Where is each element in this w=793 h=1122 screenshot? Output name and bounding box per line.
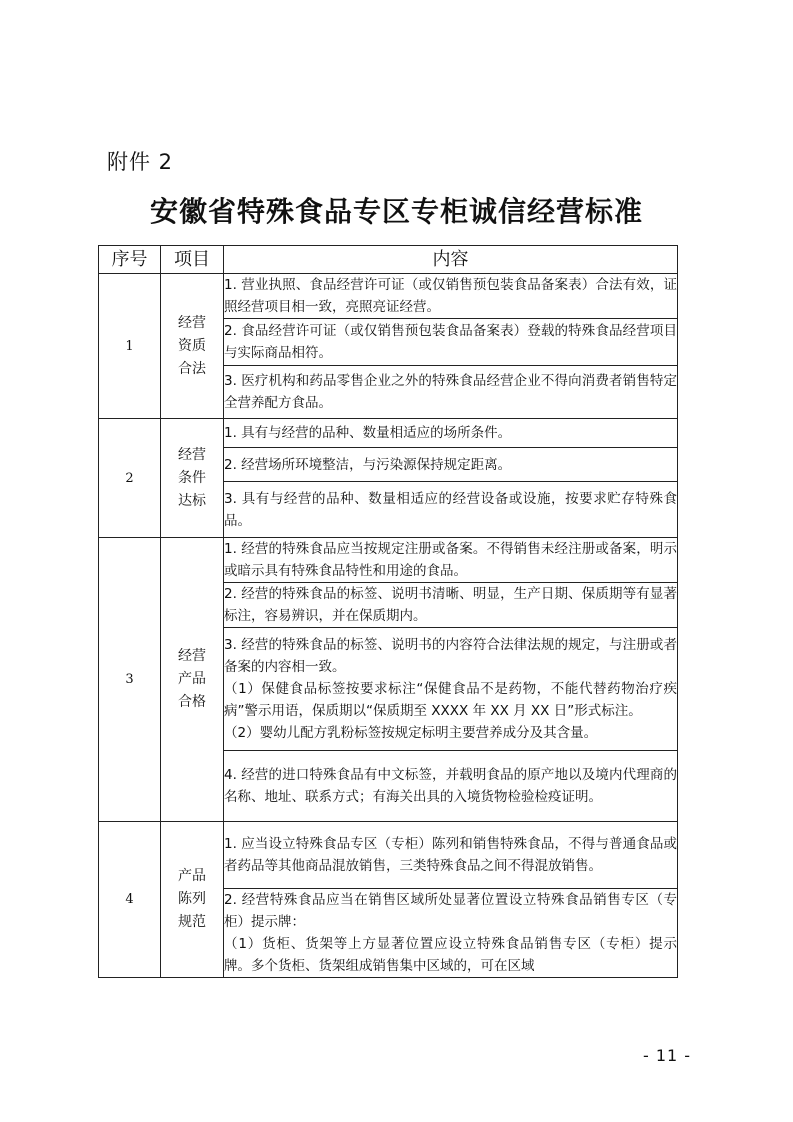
table-row xyxy=(99,538,678,583)
header-content: 内容 xyxy=(224,246,678,274)
standards-table xyxy=(98,245,678,978)
table-header-row xyxy=(99,246,678,274)
row-number: 3 xyxy=(99,538,161,822)
row-number: 1 xyxy=(99,274,161,419)
row-number: 4 xyxy=(99,822,161,978)
content-cell: 2. 经营特殊食品应当在销售区域所处显著位置设立特殊食品销售专区（专柜）提示牌： （1）货柜、货架等上方显著位置应设立特殊食品销售专区（专柜）提示牌。多个货柜、货架组成销售集中区域的，可在区域 xyxy=(224,889,678,978)
item-category: 产品 陈列 规范 xyxy=(161,822,224,978)
row-number: 2 xyxy=(99,419,161,538)
content-cell: 2. 经营的特殊食品的标签、说明书清晰、明显，生产日期、保质期等有显著标注，容易辨识，并在保质期内。 xyxy=(224,583,678,628)
content-cell: 3. 具有与经营的品种、数量相适应的经营设备或设施，按要求贮存特殊食品。 xyxy=(224,482,678,538)
content-cell: 2. 食品经营许可证（或仅销售预包装食品备案表）登载的特殊食品经营项目与实际商品相符。 xyxy=(224,319,678,366)
item-category: 经营 产品 合格 xyxy=(161,538,224,822)
content-cell: 4. 经营的进口特殊食品有中文标签，并载明食品的原产地以及境内代理商的名称、地址、联系方式；有海关出具的入境货物检验检疫证明。 xyxy=(224,751,678,822)
header-no: 序号 xyxy=(99,246,161,274)
table-row xyxy=(99,419,678,448)
document-title: 安徽省特殊食品专区专柜诚信经营标准 xyxy=(149,195,643,228)
item-category: 经营 条件 达标 xyxy=(161,419,224,538)
content-cell: 2. 经营场所环境整洁，与污染源保持规定距离。 xyxy=(224,448,678,482)
content-cell: 1. 应当设立特殊食品专区（专柜）陈列和销售特殊食品，不得与普通食品或者药品等其他商品混放销售，三类特殊食品之间不得混放销售。 xyxy=(224,822,678,889)
page-number: - 11 - xyxy=(643,1046,692,1065)
content-cell: 1. 具有与经营的品种、数量相适应的场所条件。 xyxy=(224,419,678,448)
item-category: 经营 资质 合法 xyxy=(161,274,224,419)
table-row xyxy=(99,822,678,889)
header-item: 项目 xyxy=(161,246,224,274)
content-cell: 1. 经营的特殊食品应当按规定注册或备案。不得销售未经注册或备案，明示或暗示具有特殊食品特性和用途的食品。 xyxy=(224,538,678,583)
table-row xyxy=(99,274,678,319)
content-cell: 1. 营业执照、食品经营许可证（或仅销售预包装食品备案表）合法有效，证照经营项目相一致，亮照亮证经营。 xyxy=(224,274,678,319)
attachment-label: 附件 2 xyxy=(107,150,174,174)
content-cell: 3. 经营的特殊食品的标签、说明书的内容符合法律法规的规定，与注册或者备案的内容相一致。 （1）保健食品标签按要求标注“保健食品不是药物，不能代替药物治疗疾病”警示用语，保质期以“保质期至 XXXX 年 XX 月 XX 日”形式标注。 （2）婴幼儿配方乳粉标签按规定标明主要营养成分及其含量。 xyxy=(224,628,678,751)
content-cell: 3. 医疗机构和药品零售企业之外的特殊食品经营企业不得向消费者销售特定全营养配方食品。 xyxy=(224,366,678,419)
